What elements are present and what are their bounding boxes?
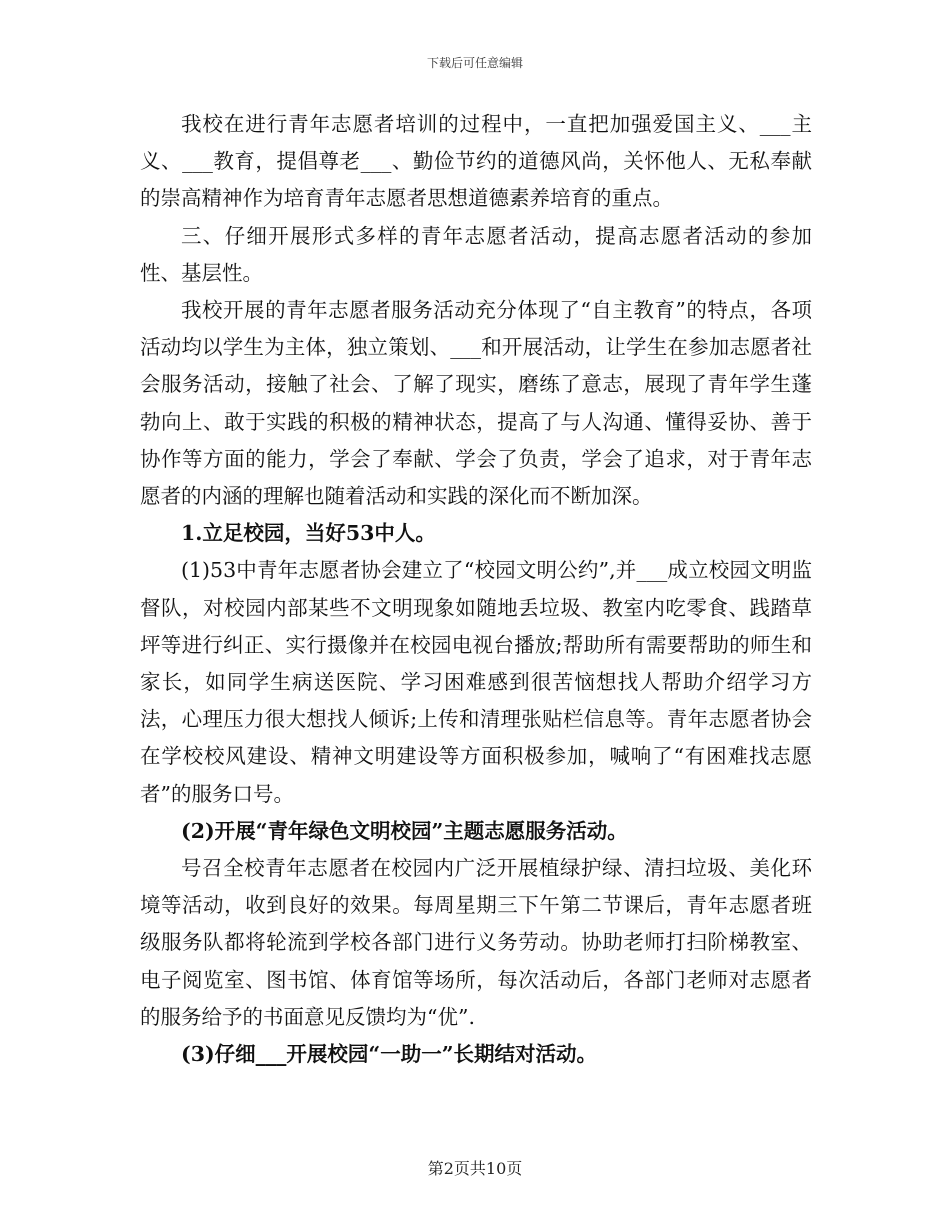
page-footer: 第2页共10页 [427,1159,523,1178]
paragraph-5: 号召全校青年志愿者在校园内广泛开展植绿护绿、清扫垃圾、美化环境等活动，收到良好的效果。每周星期三下午第二节课后，青年志愿者班级服务队都将轮流到学校各部门进行义务劳动。协助老师打扫阶梯教室、电子阅览室、图书馆、体育馆等场所，每次活动后，各部门老师对志愿者的服务给予的书面意见反馈均为“优”. [140,856,812,1029]
section-heading-1: 1.立足校园，当好53中人。 [181,521,436,546]
section-heading-2: (2)开展“青年绿色文明校园”主题志愿服务活动。 [181,818,628,843]
section-heading-3: (3)仔细___开展校园“一助一”长期结对活动。 [181,1042,597,1067]
paragraph-4: (1)53中青年志愿者协会建立了“校园文明公约”,并___成立校园文明监督队，对校园内部某些不文明现象如随地丢垃圾、教室内吃零食、践踏草坪等进行纠正、实行摄像并在校园电视台播放;帮助所有需要帮助的师生和家长，如同学生病送医院、学习困难感到很苦恼想找人帮助介绍学习方法，心理压力很大想找人倾诉;上传和清理张贴栏信息等。青年志愿者协会在学校校风建设、精神文明建设等方面积极参加，喊响了“有困难找志愿者”的服务口号。 [140,558,812,806]
paragraph-3: 我校开展的青年志愿者服务活动充分体现了“自主教育”的特点，各项活动均以学生为主体，独立策划、___和开展活动，让学生在参加志愿者社会服务活动，接触了社会、了解了现实，磨练了意志，展现了青年学生蓬勃向上、敢于实践的积极的精神状态，提高了与人沟通、懂得妥协、善于协作等方面的能力，学会了奉献、学会了负责，学会了追求，对于青年志愿者的内涵的理解也随着活动和实践的深化而不断加深。 [140,298,812,509]
paragraph-1: 我校在进行青年志愿者培训的过程中，一直把加强爱国主义、___主义、___教育，提倡尊老___、勤俭节约的道德风尚，关怀他人、无私奉献的崇高精神作为培育青年志愿者思想道德素养培育的重点。 [140,112,812,211]
document-body [140,106,812,1073]
paragraph-2: 三、仔细开展形式多样的青年志愿者活动，提高志愿者活动的参加性、基层性。 [140,223,812,285]
page-header: 下载后可任意编辑 [426,56,523,70]
